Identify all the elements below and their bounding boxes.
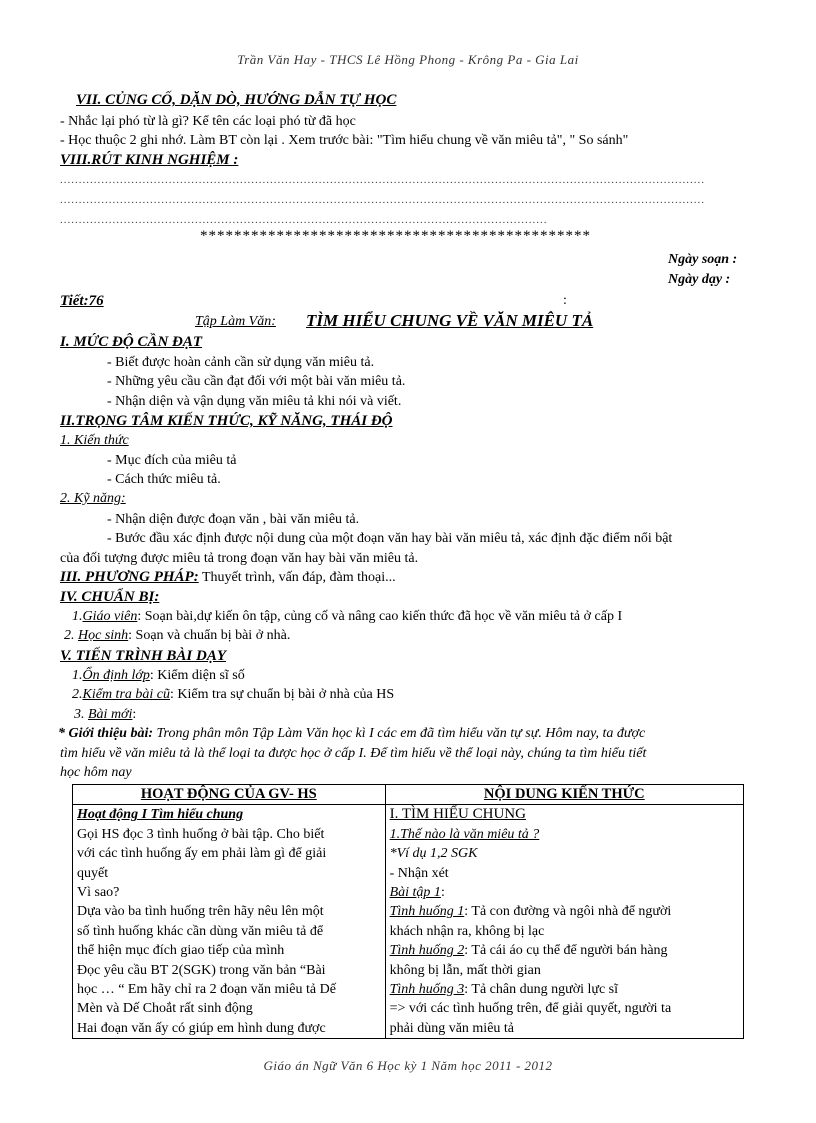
lesson-title: TÌM HIỂU CHUNG VỀ VĂN MIÊU TẢ: [306, 311, 594, 330]
activity-line: Gọi HS đọc 3 tình huống ở bài tập. Cho biết: [77, 826, 325, 842]
knowledge-title: 1. Kiến thức: [60, 433, 129, 448]
dotted-line-2: ............................................................................................................................................................................: [60, 194, 705, 206]
section-3-title: III. PHƯƠNG PHÁP:: [60, 569, 199, 585]
section-2-title: II.TRỌNG TÂM KIẾN THỨC, KỸ NĂNG, THÁI ĐỘ: [60, 413, 393, 429]
section-8-title: VIII.RÚT KINH NGHIỆM :: [60, 152, 239, 168]
step-2-label: Kiểm tra bài cũ: [82, 687, 170, 702]
intro-line-3: học hôm nay: [60, 765, 132, 780]
content-cell: I. TÌM HIỂU CHUNG 1.Thế nào là văn miêu tả ? *Ví dụ 1,2 SGK - Nhận xét Bài tập 1: Tình huống 1: Tả con đường và ngôi nhà để người khách nhận ra, không bị lạc Tình huống 2: Tả cái áo cụ thể để người bán hàng không bị lẫn, mất thời gian Tình huống 3: Tả chân dung người lực sĩ => với các tình huống trên, để giải quyết, người ta phải dùng văn miêu tả: [385, 805, 743, 1039]
step-3: 3. Bài mới:: [74, 707, 137, 722]
dotted-line-3: ..................................................................................................................................: [60, 214, 548, 226]
knowledge-item-1: - Mục đích của miêu tả: [107, 453, 237, 468]
activity-line: học … “ Em hãy chỉ ra 2 đoạn văn miêu tả Dế: [77, 982, 336, 998]
prep-student-text: : Soạn và chuẩn bị bài ở nhà.: [128, 628, 291, 643]
separator-stars: **********************************************: [200, 228, 591, 244]
step-3-text: :: [132, 707, 137, 722]
ngay-soan: Ngày soạn :: [668, 252, 738, 267]
section-7-line-1: - Nhắc lại phó từ là gì? Kể tên các loại phó từ đã học: [60, 114, 356, 129]
step-2: 2.Kiểm tra bài cũ: Kiểm tra sự chuẩn bị bài ở nhà của HS: [72, 687, 395, 702]
skills-item-1: - Nhận diện được đoạn văn , bài văn miêu tả.: [107, 512, 360, 527]
section-7-line-2: - Học thuộc 2 ghi nhớ. Làm BT còn lại . Xem trước bài: "Tìm hiểu chung về văn miêu tả", " So sánh": [60, 133, 629, 148]
intro-line-1: [58, 726, 645, 742]
lesson-subject: Tập Làm Văn:: [195, 314, 276, 329]
step-1: 1.Ổn định lớp: Kiểm diện sĩ số: [72, 668, 245, 683]
section-7-title: VII. CỦNG CỐ, DẶN DÒ, HƯỚNG DẪN TỰ HỌC: [76, 92, 397, 108]
content-subtitle: 1.Thế nào là văn miêu tả ?: [389, 826, 540, 842]
step-1-label: Ổn định lớp: [82, 668, 150, 683]
prep-student: 2. Học sinh: Soạn và chuẩn bị bài ở nhà.: [64, 628, 291, 643]
lesson-number: Tiết:76: [60, 293, 104, 309]
col-header-content: NỘI DUNG KIẾN THỨC: [385, 785, 743, 805]
situation-2-text: : Tả cái áo cụ thể để người bán hàng: [464, 943, 668, 959]
step-1-text: : Kiểm diện sĩ số: [149, 668, 245, 683]
activity-line: thể hiện mục đích giao tiếp của mình: [77, 943, 285, 959]
situation-2-text-2: không bị lẫn, mất thời gian: [389, 962, 541, 978]
prep-student-label: Học sinh: [78, 628, 129, 643]
situation-1-text: : Tả con đường và ngôi nhà để người: [464, 904, 672, 920]
content-nhan-xet: - Nhận xét: [389, 865, 449, 881]
content-examples: *Ví dụ 1,2 SGK: [389, 846, 478, 862]
activity-line: Mèn và Dế Choắt rất sinh động: [77, 1001, 253, 1017]
activity-line: số tình huống khác cần dùng văn miêu tả để: [77, 923, 324, 939]
intro-text-1: Trong phân môn Tập Làm Văn học kì I các em đã tìm hiểu văn tự sự. Hôm nay, ta được: [153, 726, 646, 741]
section-5-title: V. TIẾN TRÌNH BÀI DẠY: [60, 648, 227, 664]
activity-line: quyết: [77, 865, 109, 881]
section-1-title: I. MỨC ĐỘ CẦN ĐẠT: [60, 334, 203, 350]
page-header: Trần Văn Hay - THCS Lê Hồng Phong - Krông Pa - Gia Lai: [237, 52, 579, 67]
conclusion-line-2: phải dùng văn miêu tả: [389, 1020, 515, 1036]
activities-cell: [73, 805, 386, 1039]
intro-label: * Giới thiệu bài:: [58, 726, 154, 741]
activity-line: Đọc yêu cầu BT 2(SGK) trong văn bản “Bài: [77, 962, 326, 978]
s1-item-2: - Những yêu cầu cần đạt đối với một bài văn miêu tả.: [107, 374, 406, 389]
conclusion-line-1: => với các tình huống trên, để giải quyết, người ta: [389, 1001, 672, 1017]
lesson-table: [72, 784, 744, 1039]
section-3-text: Thuyết trình, vấn đáp, đàm thoại...: [198, 570, 396, 585]
prep-teacher-label: Giáo viên: [82, 609, 138, 624]
activity-line: Hai đoạn văn ấy có giúp em hình dung được: [77, 1020, 326, 1036]
section-4-title: IV. CHUẨN BỊ:: [60, 589, 160, 605]
situation-1-label: Tình huống 1: [389, 904, 465, 920]
step-2-text: : Kiểm tra sự chuẩn bị bài ở nhà của HS: [170, 687, 395, 702]
situation-1-text-2: khách nhận ra, không bị lạc: [389, 923, 545, 939]
knowledge-item-2: - Cách thức miêu tả.: [107, 472, 221, 487]
exercise-label: Bài tập 1: [389, 885, 441, 901]
s1-item-1: - Biết được hoàn cảnh cần sử dụng văn miêu tả.: [107, 355, 375, 370]
s1-item-3: - Nhận diện và vận dụng văn miêu tả khi nói và viết.: [107, 394, 402, 409]
activity-line: với các tình huống ấy em phải làm gì để giải: [77, 846, 327, 862]
ngay-day: Ngày dạy :: [668, 272, 731, 287]
dotted-line-1: ............................................................................................................................................................................: [60, 174, 705, 186]
section-3: [60, 569, 396, 586]
situation-3-label: Tình huống 3: [389, 982, 465, 998]
skills-item-2: - Bước đầu xác định được nội dung của một đoạn văn hay bài văn miêu tả, xác định đặc điểm nổi bật: [107, 531, 673, 546]
activity-title: Hoạt động I Tìm hiểu chung: [77, 807, 244, 823]
intro-line-2: tìm hiểu về văn miêu tả là thể loại ta được học ở cấp I. Để tìm hiểu về thể loại này, chúng ta tìm hiểu tiết: [60, 746, 647, 761]
skills-item-2-cont: của đối tượng được miêu tả trong đoạn văn hay bài văn miêu tả.: [60, 551, 419, 566]
prep-teacher-text: : Soạn bài,dự kiến ôn tập, củng cố và nâng cao kiến thức đã học về văn miêu tả ở cấp I: [137, 609, 623, 624]
skills-title: 2. Kỹ năng:: [60, 491, 126, 506]
situation-2-label: Tình huống 2: [389, 943, 465, 959]
situation-3-text: : Tả chân dung người lực sĩ: [464, 982, 619, 998]
activity-line: Dựa vào ba tình huống trên hãy nêu lên một: [77, 904, 324, 920]
col-header-activities: HOẠT ĐỘNG CỦA GV- HS: [73, 785, 386, 805]
content-title: I. TÌM HIỂU CHUNG: [389, 806, 526, 823]
activity-line: Vì sao?: [77, 885, 120, 901]
step-3-label: Bài mới: [88, 707, 133, 722]
stray-colon: :: [563, 293, 567, 308]
prep-teacher: 1.Giáo viên: Soạn bài,dự kiến ôn tập, củng cố và nâng cao kiến thức đã học về văn miêu tả ở cấp I: [72, 609, 623, 624]
page-footer: Giáo án Ngữ Văn 6 Học kỳ 1 Năm học 2011 - 2012: [263, 1058, 553, 1073]
